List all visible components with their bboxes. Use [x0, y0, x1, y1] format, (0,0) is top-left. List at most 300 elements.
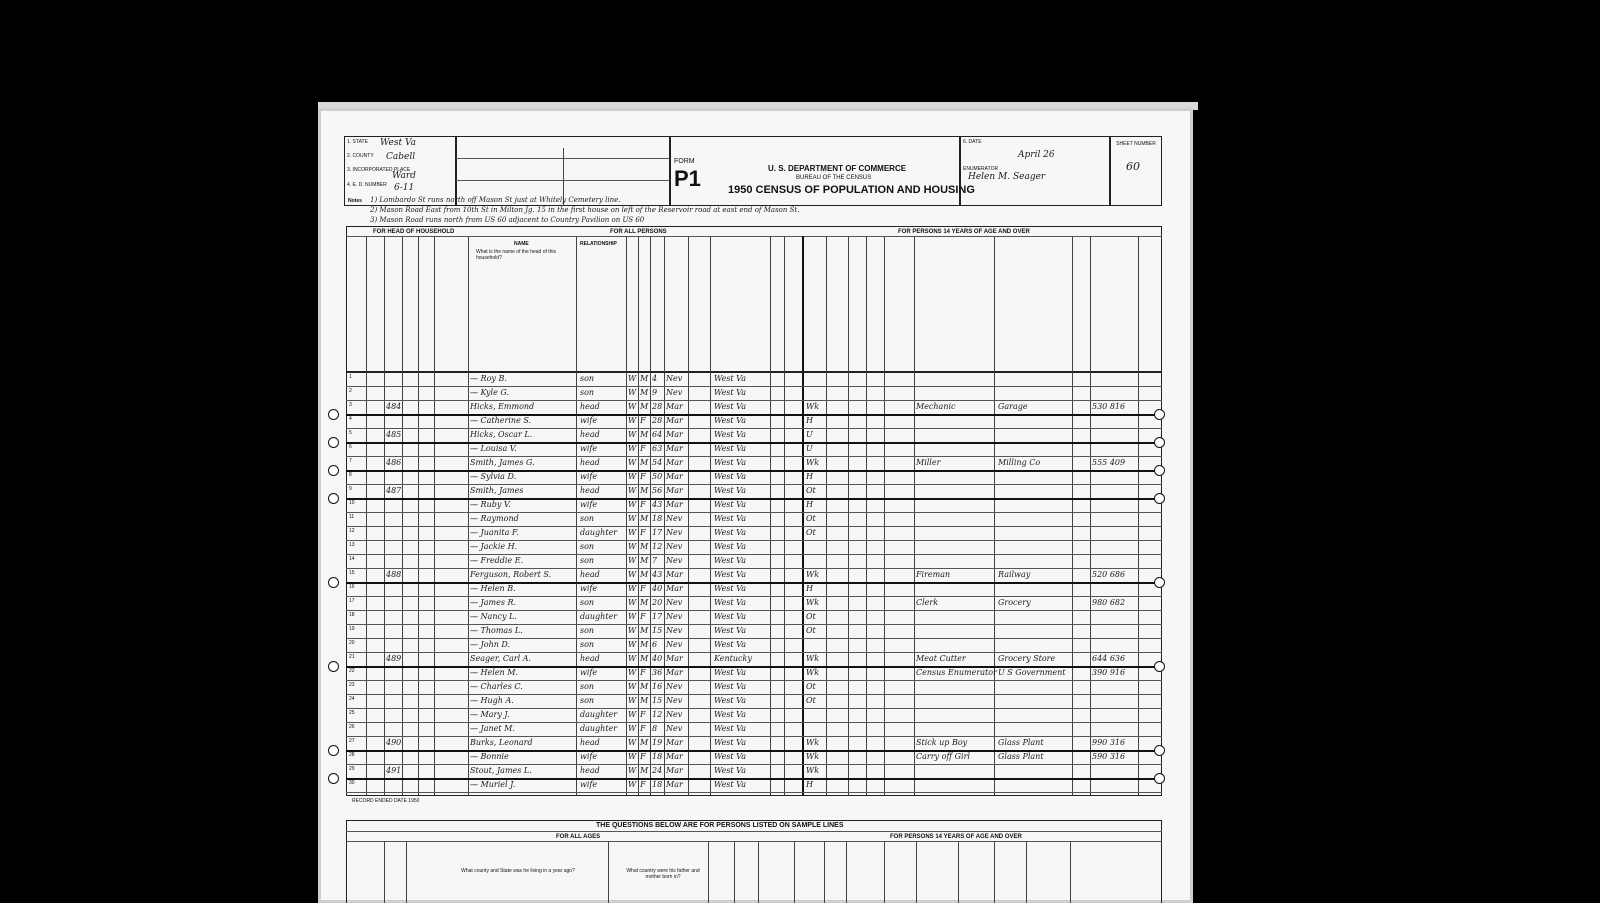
row-12-marital: Nev [666, 528, 683, 537]
row-10-sex: F [640, 500, 646, 509]
form-number: P1 [674, 166, 701, 191]
row-24-rel: son [580, 696, 595, 705]
sample-marker-left [328, 437, 339, 448]
row-19-name: — Thomas L. [470, 626, 523, 635]
row-12-name: — Juanita F. [470, 528, 519, 537]
row-19-age: 15 [652, 626, 663, 635]
row-25-name: — Mary J. [470, 710, 510, 719]
row-4-birthplace: West Va [714, 416, 746, 425]
row-12-rel: daughter [580, 528, 618, 537]
row-22-code: 390 916 [1092, 668, 1126, 677]
row-28-race: W [628, 752, 637, 761]
row-9-age: 56 [652, 486, 663, 495]
row-25-sex: F [640, 710, 646, 719]
row-1-age: 4 [652, 374, 658, 383]
row-24-name: — Hugh A. [470, 696, 514, 705]
district-value: 6-11 [394, 183, 415, 193]
row-11-line: 11 [349, 514, 355, 520]
row-11-birthplace: West Va [714, 514, 746, 523]
row-9-work: Ot [806, 486, 816, 495]
bottom-country: What country were his father and mother born in? [626, 868, 700, 880]
notes-label: Notes [348, 198, 362, 204]
row-29-line: 29 [349, 766, 355, 772]
row-15-race: W [628, 570, 637, 579]
row-8-line: 8 [349, 472, 352, 478]
row-8-sex: F [640, 472, 646, 481]
row-27-sex: M [640, 738, 649, 747]
row-24-work: Ot [806, 696, 816, 705]
row-27-marital: Mar [666, 738, 683, 747]
row-15-age: 43 [652, 570, 663, 579]
sample-marker-left [328, 745, 339, 756]
row-8-race: W [628, 472, 637, 481]
row-2-line: 2 [349, 388, 352, 394]
sample-marker-left [328, 577, 339, 588]
row-15-marital: Mar [666, 570, 683, 579]
row-9-line: 9 [349, 486, 352, 492]
sample-marker-right [1154, 745, 1165, 756]
name-header: NAME [514, 241, 529, 247]
row-22-occupation: Census Enumerator [916, 668, 997, 677]
form-label: FORM [674, 158, 695, 165]
row-11-race: W [628, 514, 637, 523]
row-28-age: 18 [652, 752, 663, 761]
row-13-line: 13 [349, 542, 355, 548]
row-9-name: Smith, James [470, 486, 524, 495]
row-11-name: — Raymond [470, 514, 519, 523]
row-27-occupation: Stick up Boy [916, 738, 968, 747]
row-20-line: 20 [349, 640, 355, 646]
row-9-birthplace: West Va [714, 486, 746, 495]
sample-marker-left [328, 661, 339, 672]
sheet-number-value: 60 [1126, 160, 1140, 173]
row-23-work: Ot [806, 682, 816, 691]
name-question: What is the name of the head of this household? [476, 249, 557, 261]
row-17-birthplace: West Va [714, 598, 746, 607]
sample-lines-box [346, 820, 1162, 903]
row-10-marital: Mar [666, 500, 683, 509]
row-6-age: 63 [652, 444, 663, 453]
row-8-rel: wife [580, 472, 598, 481]
row-5-sex: M [640, 430, 649, 439]
row-6-rel: wife [580, 444, 598, 453]
row-21-race: W [628, 654, 637, 663]
row-26-line: 26 [349, 724, 355, 730]
row-24-race: W [628, 696, 637, 705]
row-24-birthplace: West Va [714, 696, 746, 705]
row-16-work: H [806, 584, 813, 593]
row-28-marital: Mar [666, 752, 683, 761]
row-23-marital: Nev [666, 682, 683, 691]
row-7-occupation: Miller [916, 458, 941, 467]
sample-marker-left [328, 493, 339, 504]
row-29-rel: head [580, 766, 600, 775]
row-10-race: W [628, 500, 637, 509]
note-3: 3) Mason Road runs north from US 60 adjacent to Country Pavilion on US 60 [370, 216, 645, 224]
row-13-sex: M [640, 542, 649, 551]
row-14-marital: Nev [666, 556, 683, 565]
row-2-name: — Kyle G. [470, 388, 510, 397]
row-11-work: Ot [806, 514, 816, 523]
row-8-age: 50 [652, 472, 663, 481]
row-7-code: 555 409 [1092, 458, 1126, 467]
row-12-sex: F [640, 528, 646, 537]
row-14-name: — Freddie E. [470, 556, 524, 565]
row-6-marital: Mar [666, 444, 683, 453]
row-24-marital: Nev [666, 696, 683, 705]
row-23-birthplace: West Va [714, 682, 746, 691]
row-6-work: U [806, 444, 813, 453]
row-7-name: Smith, James G. [470, 458, 535, 467]
row-21-code: 644 636 [1092, 654, 1126, 663]
row-25-line: 25 [349, 710, 355, 716]
row-2-race: W [628, 388, 637, 397]
row-30-work: H [806, 780, 813, 789]
row-6-birthplace: West Va [714, 444, 746, 453]
row-4-age: 28 [652, 416, 663, 425]
census-sheet [318, 108, 1193, 903]
row-3-age: 28 [652, 402, 663, 411]
sample-marker-left [328, 773, 339, 784]
row-18-name: — Nancy L. [470, 612, 517, 621]
row-6-race: W [628, 444, 637, 453]
row-14-sex: M [640, 556, 649, 565]
row-29-race: W [628, 766, 637, 775]
row-22-race: W [628, 668, 637, 677]
row-3-rel: head [580, 402, 600, 411]
row-29-dwelling: 491 [386, 766, 402, 775]
row-1-rel: son [580, 374, 595, 383]
row-20-rel: son [580, 640, 595, 649]
row-23-sex: M [640, 682, 649, 691]
row-27-work: Wk [806, 738, 820, 747]
sample-marker-right [1154, 661, 1165, 672]
row-30-name: — Muriel J. [470, 780, 516, 789]
row-16-age: 40 [652, 584, 663, 593]
row-11-rel: son [580, 514, 595, 523]
row-5-age: 64 [652, 430, 663, 439]
row-6-name: — Louisa V. [470, 444, 517, 453]
row-1-birthplace: West Va [714, 374, 746, 383]
sample-marker-left [328, 465, 339, 476]
relationship-header: RELATIONSHIP [580, 241, 617, 247]
row-7-rel: head [580, 458, 600, 467]
row-9-sex: M [640, 486, 649, 495]
row-28-name: — Bonnie [470, 752, 509, 761]
row-26-sex: F [640, 724, 646, 733]
row-2-age: 9 [652, 388, 658, 397]
row-26-age: 8 [652, 724, 658, 733]
row-10-name: — Ruby V. [470, 500, 511, 509]
row-13-age: 12 [652, 542, 663, 551]
row-26-birthplace: West Va [714, 724, 746, 733]
row-15-industry: Railway [998, 570, 1031, 579]
row-10-rel: wife [580, 500, 598, 509]
row-30-age: 18 [652, 780, 663, 789]
row-22-rel: wife [580, 668, 598, 677]
row-2-marital: Nev [666, 388, 683, 397]
row-15-dwelling: 488 [386, 570, 402, 579]
row-20-marital: Nev [666, 640, 683, 649]
row-28-code: 590 316 [1092, 752, 1126, 761]
row-16-race: W [628, 584, 637, 593]
row-15-work: Wk [806, 570, 820, 579]
row-21-line: 21 [349, 654, 355, 660]
row-19-race: W [628, 626, 637, 635]
row-1-line: 1 [349, 374, 352, 380]
row-30-sex: F [640, 780, 646, 789]
row-22-marital: Mar [666, 668, 683, 677]
row-16-marital: Mar [666, 584, 683, 593]
row-5-work: U [806, 430, 813, 439]
row-18-rel: daughter [580, 612, 618, 621]
row-20-sex: M [640, 640, 649, 649]
row-25-race: W [628, 710, 637, 719]
row-21-name: Seager, Carl A. [470, 654, 532, 663]
row-3-industry: Garage [998, 402, 1028, 411]
row-29-age: 24 [652, 766, 663, 775]
row-27-dwelling: 490 [386, 738, 402, 747]
row-18-marital: Nev [666, 612, 683, 621]
row-7-work: Wk [806, 458, 820, 467]
sample-marker-right [1154, 437, 1165, 448]
row-27-race: W [628, 738, 637, 747]
row-21-age: 40 [652, 654, 663, 663]
row-29-birthplace: West Va [714, 766, 746, 775]
row-21-work: Wk [806, 654, 820, 663]
row-4-name: — Catherine S. [470, 416, 532, 425]
row-10-birthplace: West Va [714, 500, 746, 509]
row-27-line: 27 [349, 738, 355, 744]
row-30-rel: wife [580, 780, 598, 789]
row-26-rel: daughter [580, 724, 618, 733]
row-19-work: Ot [806, 626, 816, 635]
row-17-age: 20 [652, 598, 663, 607]
row-23-age: 16 [652, 682, 663, 691]
row-6-line: 6 [349, 444, 352, 450]
row-15-name: Ferguson, Robert S. [470, 570, 552, 579]
row-12-race: W [628, 528, 637, 537]
row-12-work: Ot [806, 528, 816, 537]
row-21-occupation: Meat Cutter [916, 654, 966, 663]
sample-marker-left [328, 409, 339, 420]
row-23-line: 23 [349, 682, 355, 688]
row-7-age: 54 [652, 458, 663, 467]
all-persons-section-label: FOR ALL PERSONS [610, 229, 667, 235]
row-11-sex: M [640, 514, 649, 523]
department: U. S. DEPARTMENT OF COMMERCE [768, 164, 907, 173]
row-13-race: W [628, 542, 637, 551]
row-15-birthplace: West Va [714, 570, 746, 579]
row-24-age: 15 [652, 696, 663, 705]
row-28-sex: F [640, 752, 646, 761]
state-value: West Va [380, 138, 416, 148]
row-8-work: H [806, 472, 813, 481]
row-22-sex: F [640, 668, 646, 677]
row-9-race: W [628, 486, 637, 495]
row-3-marital: Mar [666, 402, 683, 411]
census-rows [346, 372, 1162, 796]
row-17-code: 980 682 [1092, 598, 1126, 607]
row-7-line: 7 [349, 458, 352, 464]
row-2-sex: M [640, 388, 649, 397]
bureau: BUREAU OF THE CENSUS [796, 175, 872, 181]
row-6-sex: F [640, 444, 646, 453]
row-5-marital: Mar [666, 430, 683, 439]
row-20-birthplace: West Va [714, 640, 746, 649]
row-1-marital: Nev [666, 374, 683, 383]
row-7-sex: M [640, 458, 649, 467]
row-12-line: 12 [349, 528, 355, 534]
row-18-age: 17 [652, 612, 663, 621]
row-17-race: W [628, 598, 637, 607]
place-label: 3. INCORPORATED PLACE [347, 167, 411, 173]
state-label: 1. STATE [347, 139, 368, 145]
row-14-birthplace: West Va [714, 556, 746, 565]
row-18-line: 18 [349, 612, 355, 618]
row-13-rel: son [580, 542, 595, 551]
sample-marker-right [1154, 409, 1165, 420]
row-29-marital: Mar [666, 766, 683, 775]
row-4-work: H [806, 416, 813, 425]
row-11-marital: Nev [666, 514, 683, 523]
row-1-sex: M [640, 374, 649, 383]
enumerator-value: Helen M. Seager [968, 172, 1046, 182]
row-18-sex: F [640, 612, 646, 621]
row-7-birthplace: West Va [714, 458, 746, 467]
district-label: 4. E. D. NUMBER [347, 182, 387, 188]
bottom-persons-14: FOR PERSONS 14 YEARS OF AGE AND OVER [890, 834, 1022, 840]
row-15-line: 15 [349, 570, 355, 576]
row-19-marital: Nev [666, 626, 683, 635]
row-25-age: 12 [652, 710, 663, 719]
row-17-marital: Nev [666, 598, 683, 607]
row-8-marital: Mar [666, 472, 683, 481]
row-25-marital: Nev [666, 710, 683, 719]
note-1: 1) Lombardo St runs north off Mason St just at Whitely Cemetery line. [370, 196, 621, 204]
row-3-occupation: Mechanic [916, 402, 956, 411]
place-value: Ward [392, 171, 416, 181]
row-4-rel: wife [580, 416, 598, 425]
row-5-dwelling: 485 [386, 430, 402, 439]
row-27-age: 19 [652, 738, 663, 747]
row-12-age: 17 [652, 528, 663, 537]
row-22-age: 36 [652, 668, 663, 677]
row-18-birthplace: West Va [714, 612, 746, 621]
enumerator-label: ENUMERATOR [963, 166, 999, 172]
row-20-age: 6 [652, 640, 658, 649]
row-14-age: 7 [652, 556, 658, 565]
row-16-sex: F [640, 584, 646, 593]
row-1-race: W [628, 374, 637, 383]
row-1-name: — Roy B. [470, 374, 507, 383]
row-3-dwelling: 484 [386, 402, 402, 411]
row-4-race: W [628, 416, 637, 425]
row-13-name: — Jackie H. [470, 542, 518, 551]
row-7-dwelling: 486 [386, 458, 402, 467]
row-21-marital: Mar [666, 654, 683, 663]
row-27-industry: Glass Plant [998, 738, 1044, 747]
row-15-rel: head [580, 570, 600, 579]
footer-note: RECORD ENDED DATE 1950 [352, 798, 420, 804]
row-4-line: 4 [349, 416, 352, 422]
row-10-work: H [806, 500, 813, 509]
row-18-race: W [628, 612, 637, 621]
row-21-sex: M [640, 654, 649, 663]
sheet-number-label: SHEET NUMBER [1116, 141, 1156, 147]
row-27-rel: head [580, 738, 600, 747]
row-7-race: W [628, 458, 637, 467]
row-17-industry: Grocery [998, 598, 1031, 607]
bottom-all-ages: FOR ALL AGES [556, 834, 601, 840]
row-21-birthplace: Kentucky [714, 654, 752, 663]
row-5-race: W [628, 430, 637, 439]
row-30-line: 30 [349, 780, 355, 786]
row-3-name: Hicks, Emmond [470, 402, 535, 411]
row-23-name: — Charles C. [470, 682, 523, 691]
row-19-sex: M [640, 626, 649, 635]
county-value: Cabell [386, 152, 416, 162]
row-17-occupation: Clerk [916, 598, 939, 607]
sample-marker-right [1154, 493, 1165, 504]
row-3-work: Wk [806, 402, 820, 411]
row-20-race: W [628, 640, 637, 649]
sample-marker-right [1154, 577, 1165, 588]
bottom-title: THE QUESTIONS BELOW ARE FOR PERSONS LISTED ON SAMPLE LINES [596, 822, 844, 829]
row-19-rel: son [580, 626, 595, 635]
sample-marker-right [1154, 773, 1165, 784]
row-19-line: 19 [349, 626, 355, 632]
row-14-rel: son [580, 556, 595, 565]
row-14-race: W [628, 556, 637, 565]
row-29-name: Stout, James L. [470, 766, 532, 775]
row-3-birthplace: West Va [714, 402, 746, 411]
row-8-birthplace: West Va [714, 472, 746, 481]
row-11-age: 18 [652, 514, 663, 523]
row-15-code: 520 686 [1092, 570, 1126, 579]
row-27-birthplace: West Va [714, 738, 746, 747]
row-30-race: W [628, 780, 637, 789]
row-22-name: — Helen M. [470, 668, 518, 677]
row-23-race: W [628, 682, 637, 691]
row-9-marital: Mar [666, 486, 683, 495]
row-24-line: 24 [349, 696, 355, 702]
row-17-name: — James R. [470, 598, 517, 607]
row-23-rel: son [580, 682, 595, 691]
row-16-line: 16 [349, 584, 355, 590]
form-title: 1950 CENSUS OF POPULATION AND HOUSING [728, 184, 975, 196]
row-28-work: Wk [806, 752, 820, 761]
row-26-race: W [628, 724, 637, 733]
row-22-birthplace: West Va [714, 668, 746, 677]
row-13-birthplace: West Va [714, 542, 746, 551]
row-22-work: Wk [806, 668, 820, 677]
row-19-birthplace: West Va [714, 626, 746, 635]
row-18-work: Ot [806, 612, 816, 621]
bottom-where-born: What county and State was he living in a year ago? [461, 868, 575, 874]
row-28-line: 28 [349, 752, 355, 758]
row-28-industry: Glass Plant [998, 752, 1044, 761]
row-2-birthplace: West Va [714, 388, 746, 397]
row-14-line: 14 [349, 556, 355, 562]
row-15-occupation: Fireman [916, 570, 951, 579]
row-15-sex: M [640, 570, 649, 579]
row-3-sex: M [640, 402, 649, 411]
row-28-rel: wife [580, 752, 598, 761]
row-25-birthplace: West Va [714, 710, 746, 719]
row-7-industry: Milling Co [998, 458, 1041, 467]
note-2: 2) Mason Road East from 10th St in Milton Jg. 15 in the first house on left of the Reservoir road at east end of Mason St. [370, 206, 800, 214]
